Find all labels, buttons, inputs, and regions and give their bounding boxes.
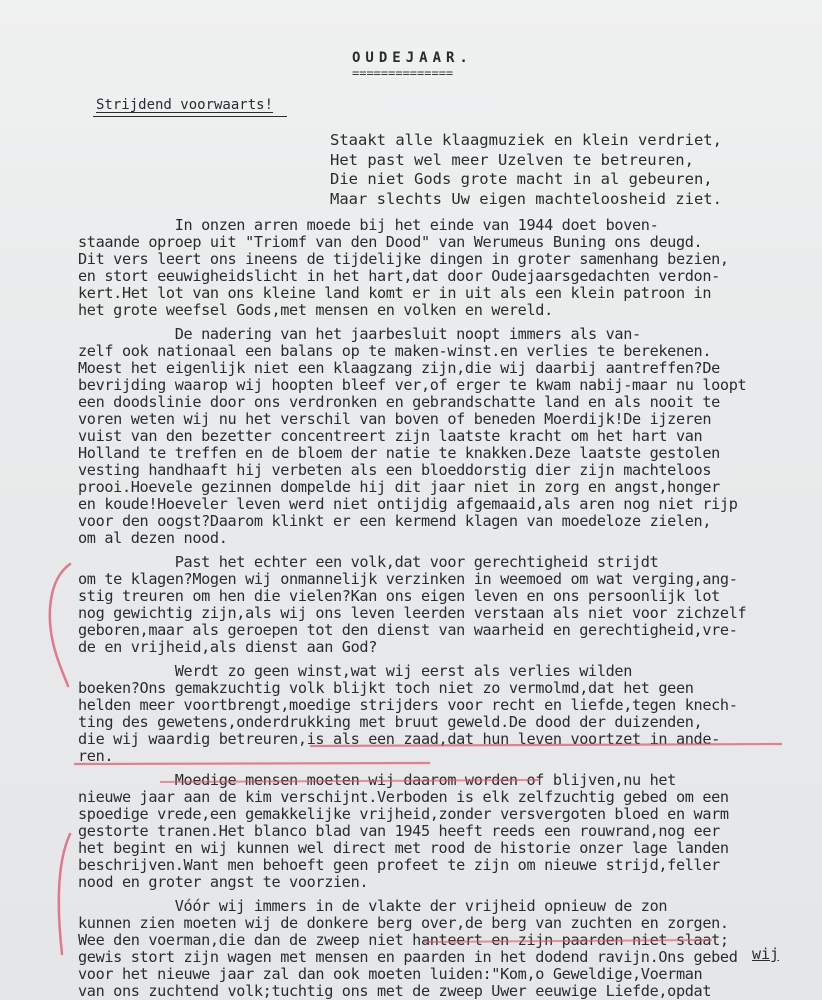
heading-rule (93, 116, 287, 117)
text-line: vuist van den bezetter concentreert zijn laatste kracht om het hart van (78, 427, 703, 445)
text-line: De nadering van het jaarbesluit noopt immers als van- (78, 325, 641, 343)
text-line: vesting handhaaft hij verbeten als een bloeddorstig dier zijn machteloos (78, 461, 712, 479)
text-line: en koude!Hoeveler leven werd niet ontijdig afgemaaid,als aren nog niet rijp (78, 495, 738, 513)
poem-line: Die niet Gods grote macht in al gebeuren, (330, 170, 713, 188)
text-line: zelf ook nationaal een balans op te maken-winst.en verlies te berekenen. (78, 342, 712, 360)
text-line: Werdt zo geen winst,wat wij eerst als verlies wilden (78, 662, 633, 680)
continuation-word: wij (752, 945, 780, 963)
text-line: geboren,maar als geroepen tot den dienst van waarheid en gerechtigheid,vre- (78, 621, 738, 639)
text-line: voor den oogst?Daarom klinkt er een kermend klagen van moedeloze zielen, (78, 512, 712, 530)
text-line: prooi.Hoevele gezinnen dompelde hij dit jaar niet in zorg en angst,honger (78, 478, 720, 496)
text-line: voren weten wij nu het verschil van boven of beneden Moerdijk!De ijzeren (78, 410, 712, 428)
poem-quote (330, 131, 722, 209)
text-line: kunnen zien moeten wij de donkere berg over,de berg van zuchten en zorgen. (78, 914, 729, 932)
section-heading: Strijdend voorwaarts! (96, 97, 274, 113)
text-line: boeken?Ons gemakzuchtig volk blijkt toch niet zo vermolmd,dat het geen (78, 679, 694, 697)
text-line: voor het nieuwe jaar zal dan ook moeten luiden:"Kom,o Geweldige,Voerman (78, 965, 703, 983)
text-line: beschrijven.Want men behoeft geen profeet te zijn om nieuwe strijd,feller (78, 856, 720, 874)
text-line: Moest het eigenlijk niet een klaagzang zijn,die wij daarbij aantreffen?De (78, 359, 720, 377)
text-line: staande oproep uit "Triomf van den Dood" van Werumeus Buning ons deugd. (78, 233, 703, 251)
poem-line: Maar slechts Uw eigen machteloosheid ziet. (330, 189, 722, 208)
text-line: Wee den voerman,die dan de zweep niet hanteert en zijn paarden niet slaat; (78, 931, 729, 949)
text-line: een doodslinie door ons verdronken en gebrandschatte land en als nooit te (78, 393, 720, 411)
margin-pencil-mark-upper (40, 560, 80, 690)
text-line: Past het echter een volk,dat voor gerechtigheid strijdt (78, 553, 659, 571)
text-line: het grote weefsel Gods,met mensen en volken en wereld. (78, 301, 553, 319)
text-line: die wij waardig betreuren,is als een zaad,dat hun leven voortzet in ande- (78, 730, 720, 748)
text-line: de en vrijheid,als dienst aan God? (78, 638, 377, 656)
text-line: Moedige mensen moeten wij daarom worden of blijven,nu het (78, 771, 676, 789)
margin-pencil-mark-lower (48, 830, 78, 960)
text-line: kert.Het lot van ons kleine land komt er in uit als een klein patroon in (78, 284, 712, 302)
text-line: om al dezen nood. (78, 529, 228, 547)
text-line: gewis stort zijn wagen met mensen en paarden in het dodend ravijn.Ons gebed (78, 948, 738, 966)
text-line: Vóór wij immers in de vlakte der vrijheid opnieuw de zon (78, 897, 668, 915)
text-line: bevrijding waarop wij hoopten bleef ver,of erger te kwam nabij-maar nu loopt (78, 376, 747, 394)
body-text (78, 217, 798, 1000)
text-line: Holland te treffen en de bloem der natie te knakken.Deze laatste gestolen (78, 444, 720, 462)
text-line: ting des gewetens,onderdrukking met bruut geweld.De dood der duizenden, (78, 713, 703, 731)
document-title: OUDEJAAR. (352, 50, 473, 66)
title-underline: ============== (352, 66, 454, 80)
poem-line: Het past wel meer Uzelven te betreuren, (330, 150, 694, 169)
text-line: gestorte tranen.Het blanco blad van 1945 heeft reeds een rouwrand,nog eer (78, 822, 720, 840)
text-line: nood en groter angst te voorzien. (78, 873, 369, 891)
text-line: nieuwe jaar aan de kim verschijnt.Verboden is elk zelfzuchtig gebed om een (78, 788, 729, 806)
text-line: helden meer voortbrengt,moedige strijders voor recht en liefde,tegen knech- (78, 696, 738, 714)
text-line: het begint en wij kunnen wel direct met rood de historie onzer lage landen (78, 839, 729, 857)
text-line: ren. (78, 747, 114, 765)
text-line: nog gewichtig zijn,als wij ons leven leerden verstaan als niet voor zichzelf (78, 604, 747, 622)
text-line: Dit vers leert ons ineens de tijdelijke dingen in groter samenhang bezien, (78, 250, 729, 268)
text-line: In onzen arren moede bij het einde van 1944 doet boven- (78, 216, 659, 234)
text-line: en stort eeuwigheidslicht in het hart,dat door Oudejaarsgedachten verdon- (78, 267, 720, 285)
text-line: stig treuren om hen die vielen?Kan ons eigen leven en ons persoonlijk lot (78, 587, 720, 605)
poem-line: Staakt alle klaagmuziek en klein verdriet, (330, 131, 722, 149)
text-line: om te klagen?Mogen wij onmannelijk verzinken in weemoed om wat verging,ang- (78, 570, 738, 588)
text-line: spoedige vrede,een gemakkelijke vrijheid,zonder versvergoten bloed en warm (78, 805, 729, 823)
text-line: van ons zuchtend volk;tuchtig ons met de zweep Uwer eeuwige Liefde,opdat (78, 982, 712, 1000)
